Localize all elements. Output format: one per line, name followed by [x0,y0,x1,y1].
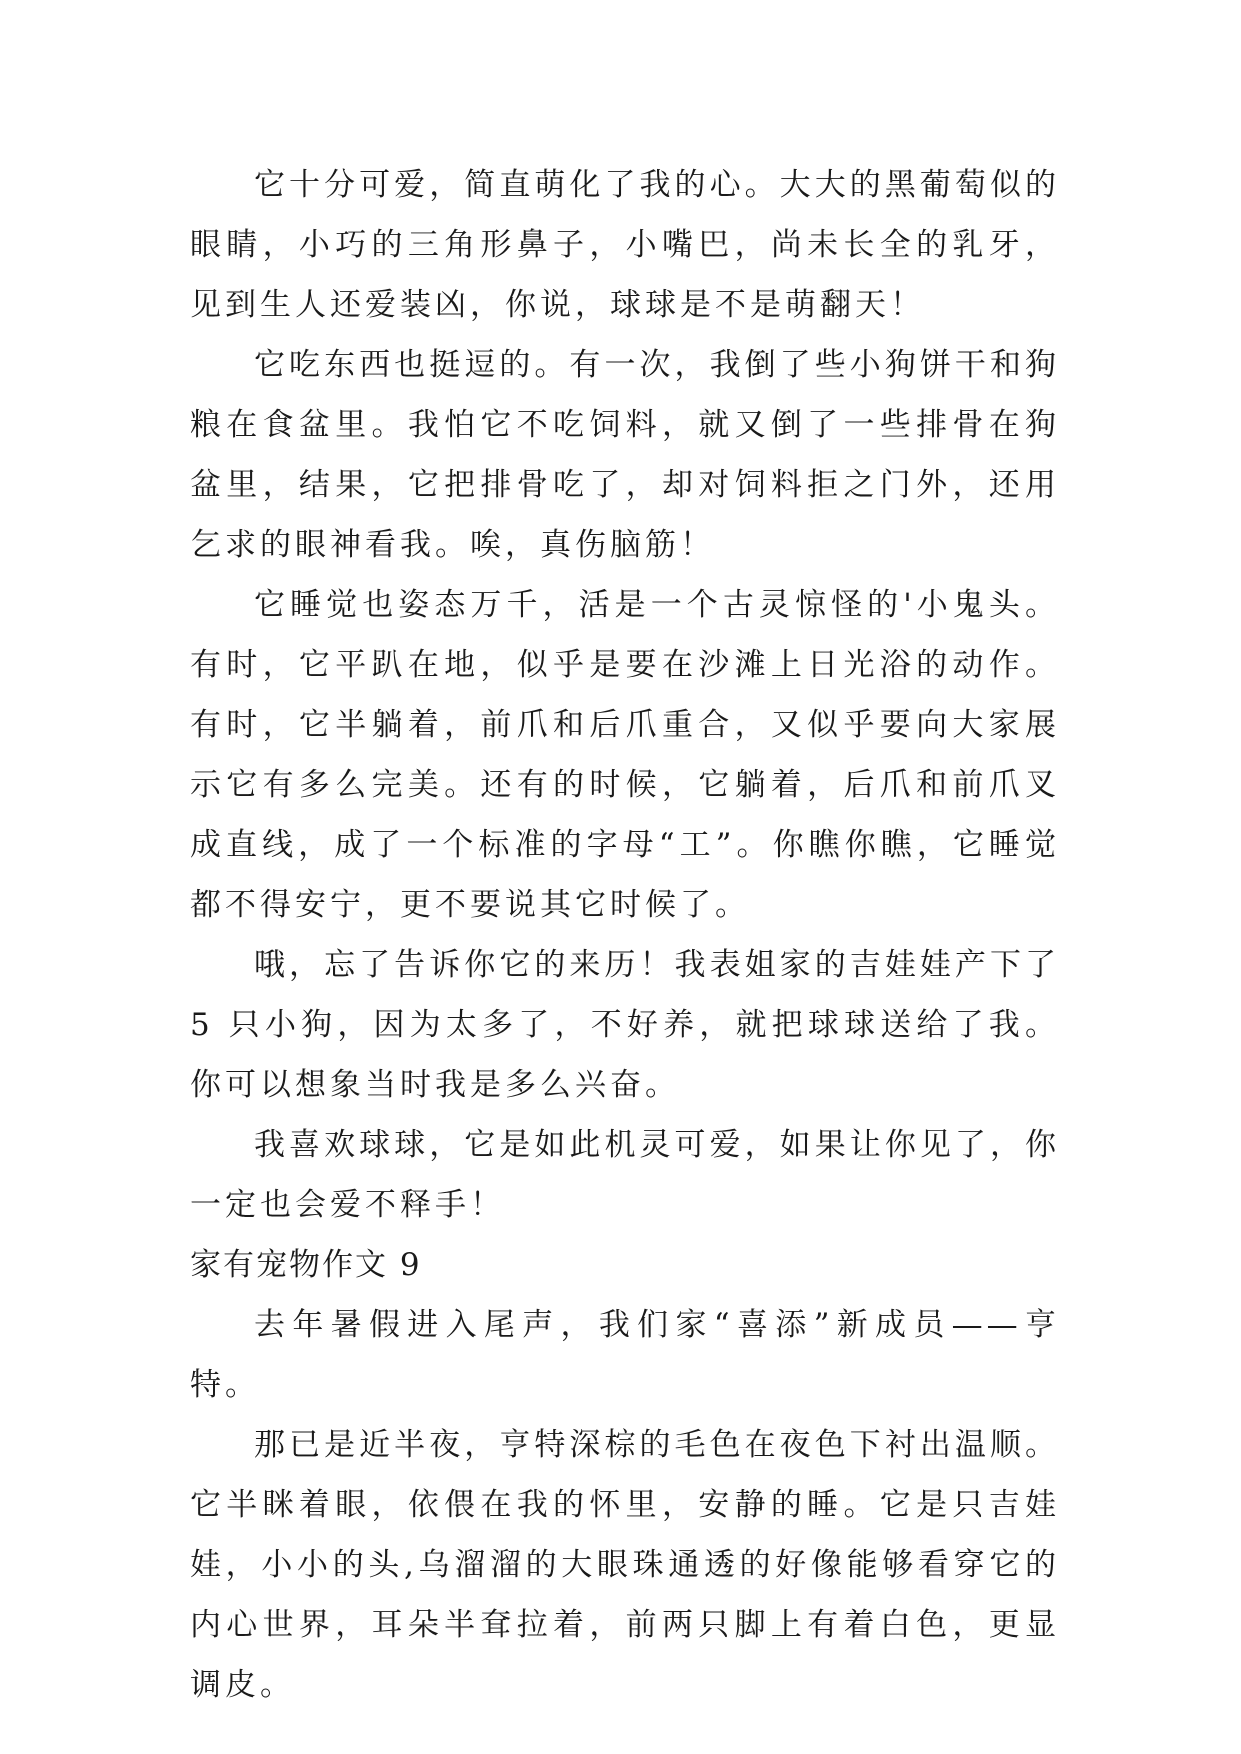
document-body [190,155,1060,1715]
section-title: 家有宠物作文 9 [190,1247,422,1283]
paragraph: 我喜欢球球，它是如此机灵可爱，如果让你见了，你一定也会爱不释手！ [190,1127,1060,1223]
paragraph: 那已是近半夜，亨特深棕的毛色在夜色下衬出温顺。它半眯着眼，依偎在我的怀里，安静的睡。它是只吉娃娃，小小的头,乌溜溜的大眼珠通透的好像能够看穿它的内心世界，耳朵半耷拉着，前两只脚上有着白色，更显调皮。 [190,1427,1060,1703]
paragraph: 它吃东西也挺逗的。有一次，我倒了些小狗饼干和狗粮在食盆里。我怕它不吃饲料，就又倒了一些排骨在狗盆里，结果，它把排骨吃了，却对饲料拒之门外，还用乞求的眼神看我。唉，真伤脑筋！ [190,347,1060,563]
paragraph: 它十分可爱，简直萌化了我的心。大大的黑葡萄似的眼睛，小巧的三角形鼻子，小嘴巴，尚未长全的乳牙，见到生人还爱装凶，你说，球球是不是萌翻天！ [190,167,1060,323]
paragraph: 去年暑假进入尾声，我们家“喜添”新成员——亨特。 [190,1307,1060,1403]
paragraph: 哦，忘了告诉你它的来历！我表姐家的吉娃娃产下了 5 只小狗，因为太多了，不好养，就把球球送给了我。你可以想象当时我是多么兴奋。 [190,947,1060,1103]
paragraph: 它睡觉也姿态万千，活是一个古灵惊怪的'小鬼头。有时，它平趴在地，似乎是要在沙滩上日光浴的动作。有时，它半躺着，前爪和后爪重合，又似乎要向大家展示它有多么完美。还有的时候，它躺着，后爪和前爪叉成直线，成了一个标准的字母“工”。你瞧你瞧，它睡觉都不得安宁，更不要说其它时候了。 [190,587,1060,923]
